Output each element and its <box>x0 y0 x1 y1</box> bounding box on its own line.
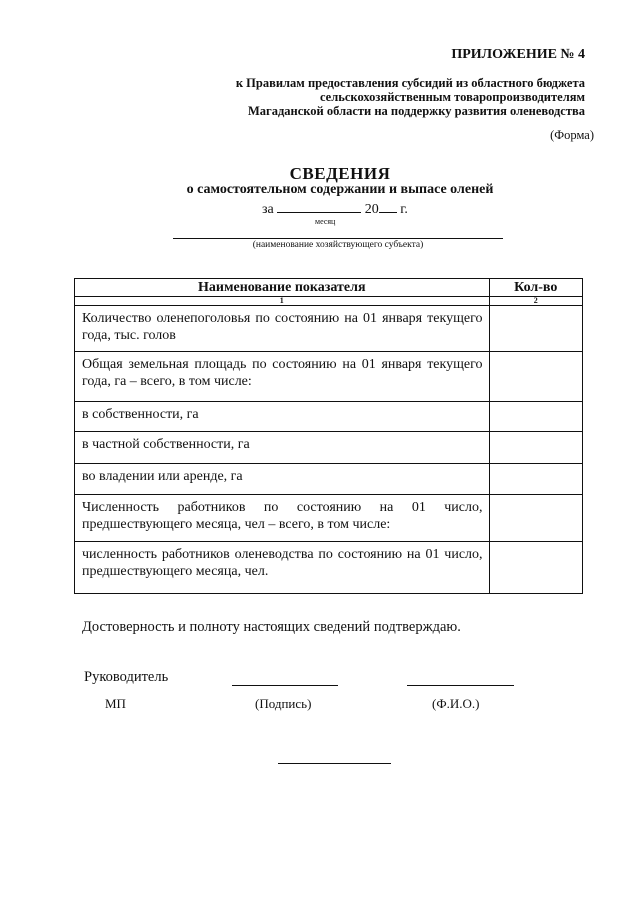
indicator-name: в частной собственности, га <box>75 432 490 464</box>
fio-hint: (Ф.И.О.) <box>432 696 480 711</box>
indicator-qty-cell[interactable] <box>489 542 582 594</box>
column-number-row <box>75 297 583 306</box>
table-header-row <box>75 279 583 297</box>
indicator-name: Общая земельная площадь по состоянию на 01 января текущего года, га – всего, в том числе: <box>75 352 490 402</box>
table-row <box>75 306 583 352</box>
column-header-qty: Кол-во <box>489 279 582 297</box>
indicator-name: Численность работников по состоянию на 01 число, предшествующего месяца, чел – всего, в том числе: <box>75 495 490 542</box>
table-row <box>75 432 583 464</box>
rules-line: к Правилам предоставления субсидий из областного бюджета <box>235 76 585 90</box>
stamp-place-label: МП <box>105 696 126 711</box>
entity-name-line[interactable] <box>173 238 503 239</box>
signature-line[interactable] <box>232 685 338 686</box>
indicator-qty-cell[interactable] <box>489 432 582 464</box>
indicator-name: Количество оленепоголовья по состоянию на 01 января текущего года, тыс. голов <box>75 306 490 352</box>
indicator-qty-cell[interactable] <box>489 402 582 432</box>
confirmation-statement: Достоверность и полноту настоящих сведений подтверждаю. <box>82 619 461 635</box>
table-row <box>75 464 583 495</box>
bottom-line <box>278 763 391 764</box>
month-hint: месяц <box>315 217 336 226</box>
fio-line[interactable] <box>407 685 514 686</box>
rules-line: сельскохозяйственным товаропроизводителям <box>319 90 585 104</box>
table-row <box>75 352 583 402</box>
column-number: 1 <box>75 297 490 306</box>
year-blank[interactable] <box>379 200 397 213</box>
table-row <box>75 542 583 594</box>
appendix-rules-reference <box>0 76 585 118</box>
head-label: Руководитель <box>84 669 169 685</box>
indicator-name: во владении или аренде, га <box>75 464 490 495</box>
signature-hint: (Подпись) <box>255 696 312 711</box>
form-label: (Форма) <box>550 128 594 142</box>
document-title: СВЕДЕНИЯ <box>289 164 391 183</box>
indicator-qty-cell[interactable] <box>489 464 582 495</box>
period-row <box>262 200 408 218</box>
indicator-name: в собственности, га <box>75 402 490 432</box>
rules-line: Магаданской области на поддержку развития оленеводства <box>247 104 585 118</box>
entity-name-hint: (наименование хозяйствующего субъекта) <box>252 240 424 250</box>
period-year: 20 <box>364 202 379 217</box>
table-row <box>75 402 583 432</box>
column-number: 2 <box>489 297 582 306</box>
table-row <box>75 495 583 542</box>
indicators-table <box>74 278 583 594</box>
indicator-qty-cell[interactable] <box>489 495 582 542</box>
indicator-name: численность работников оленеводства по состоянию на 01 число, предшествующего месяца, чел. <box>75 542 490 594</box>
indicator-qty-cell[interactable] <box>489 306 582 352</box>
period-suffix: г. <box>400 202 408 217</box>
column-header-name: Наименование показателя <box>75 279 490 297</box>
appendix-title: ПРИЛОЖЕНИЕ № 4 <box>451 47 585 62</box>
period-prefix: за <box>262 202 274 217</box>
indicator-qty-cell[interactable] <box>489 352 582 402</box>
document-subtitle: о самостоятельном содержании и выпасе оленей <box>186 182 494 197</box>
month-blank[interactable] <box>277 200 361 213</box>
